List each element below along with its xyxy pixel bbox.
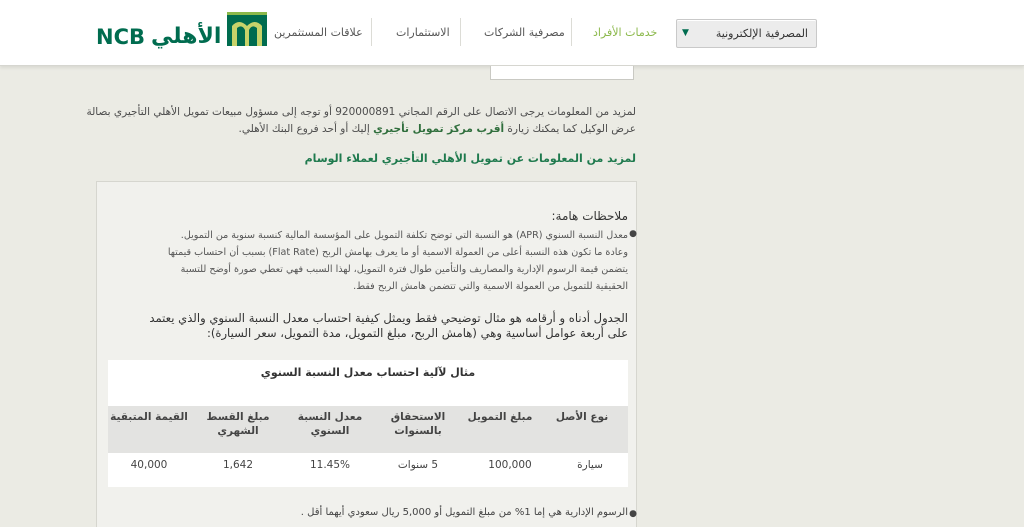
bullet-icon: ●: [629, 509, 637, 519]
apr-note: [128, 227, 628, 295]
header-asset-type: نوع الأصل: [555, 411, 609, 423]
ncb-emblem-icon: [227, 12, 267, 48]
dropdown-label: المصرفية الإلكترونية: [715, 27, 808, 40]
intro-line: على أربعة عوامل أساسية وهي (هامش الربح، مبلغ التمويل، مدة التمويل، سعر السيارة):: [206, 326, 628, 340]
nav-divider: [571, 18, 572, 46]
nearest-center-link[interactable]: أقرب مركز تمويل تأجيري: [373, 123, 505, 135]
nav-investor-relations[interactable]: علاقات المستثمرين: [274, 26, 363, 39]
header-monthly-installment: مبلغ القسط الشهري: [206, 411, 270, 437]
cell-apr: 11.45%: [309, 459, 351, 471]
contact-line-2-post: إليك أو أحد فروع البنك الأهلي.: [238, 123, 374, 135]
note-line: الحقيقية للتمويل من العمولة الاسمية والتي تتضمن هامش الربح فقط.: [353, 281, 628, 292]
note-line: وعادة ما تكون هذه النسبة أعلى من العمولة الاسمية أو ما يعرف بهامش الربح (Flat Rate) بسبب أن احتساب قيمتها: [167, 247, 628, 258]
nav-divider: [371, 18, 372, 46]
e-banking-dropdown[interactable]: [676, 19, 817, 48]
contact-line-1: لمزيد من المعلومات يرجى الاتصال على الرقم المجاني 920000891 أو توجه إلى مسؤول مبيعات تمويل الأهلي التأجيري بصالة: [86, 106, 636, 118]
contact-paragraph: [76, 104, 636, 138]
note-line: يتضمن قيمة الرسوم الإدارية والمصاريف والتأمين طوال فترة التمويل، لهذا السبب فهي تعطي صورة أوضح للتسبة: [180, 264, 628, 275]
header-apr: معدل النسبة السنوي: [297, 411, 363, 437]
nav-corporate-banking[interactable]: مصرفية الشركات: [484, 26, 565, 39]
cell-finance-amount: 100,000: [488, 459, 532, 471]
content-box-top: [490, 66, 634, 80]
intro-line: الجدول أدناه و أرقامه هو مثال توضيحي فقط ويمثل كيفية احتساب معدل النسبة السنوي والذي يعتمد: [149, 311, 628, 325]
table-caption: مثال لآلية احتساب معدل النسبة السنوي: [260, 366, 476, 379]
dropdown-arrow-icon: ▼: [682, 28, 689, 38]
cell-asset-type: سيارة: [577, 459, 603, 471]
header-tenure-years: الاستحقاق بالسنوات: [390, 411, 446, 437]
site-header: [0, 0, 1024, 66]
nav-investments[interactable]: الاستثمارات: [396, 26, 450, 39]
nav-personal-services[interactable]: خدمات الأفراد: [593, 26, 658, 39]
nav-divider: [460, 18, 461, 46]
ncb-logo[interactable]: [96, 10, 267, 50]
header-residual-value: القيمة المتبقية: [110, 411, 188, 423]
wisam-info-link[interactable]: لمزيد من المعلومات عن تمويل الأهلي التأجيري لعملاء الوسام: [304, 152, 636, 165]
notes-title: ملاحظات هامة:: [551, 209, 628, 223]
contact-line-2-pre: عرض الوكيل كما يمكنك زيارة: [504, 123, 636, 135]
logo-text-en: NCB: [96, 25, 145, 49]
header-finance-amount: مبلغ التمويل: [467, 411, 533, 423]
cell-residual-value: 40,000: [130, 459, 168, 471]
cell-tenure-years: 5 سنوات: [397, 459, 439, 471]
logo-text-ar: الأهلي: [151, 23, 222, 49]
admin-fee-note: الرسوم الإدارية هي إما 1% من مبلغ التمويل أو 5,000 ريال سعودي أيهما أقل .: [300, 507, 628, 518]
note-line: معدل النسبة السنوي (APR) هو النسبة التي توضح تكلفة التمويل على المؤسسة المالية كنسبة سنوية من التمويل.: [180, 230, 628, 241]
cell-monthly-installment: 1,642: [222, 459, 254, 471]
table-intro: [108, 311, 628, 341]
bullet-icon: ●: [629, 229, 637, 239]
